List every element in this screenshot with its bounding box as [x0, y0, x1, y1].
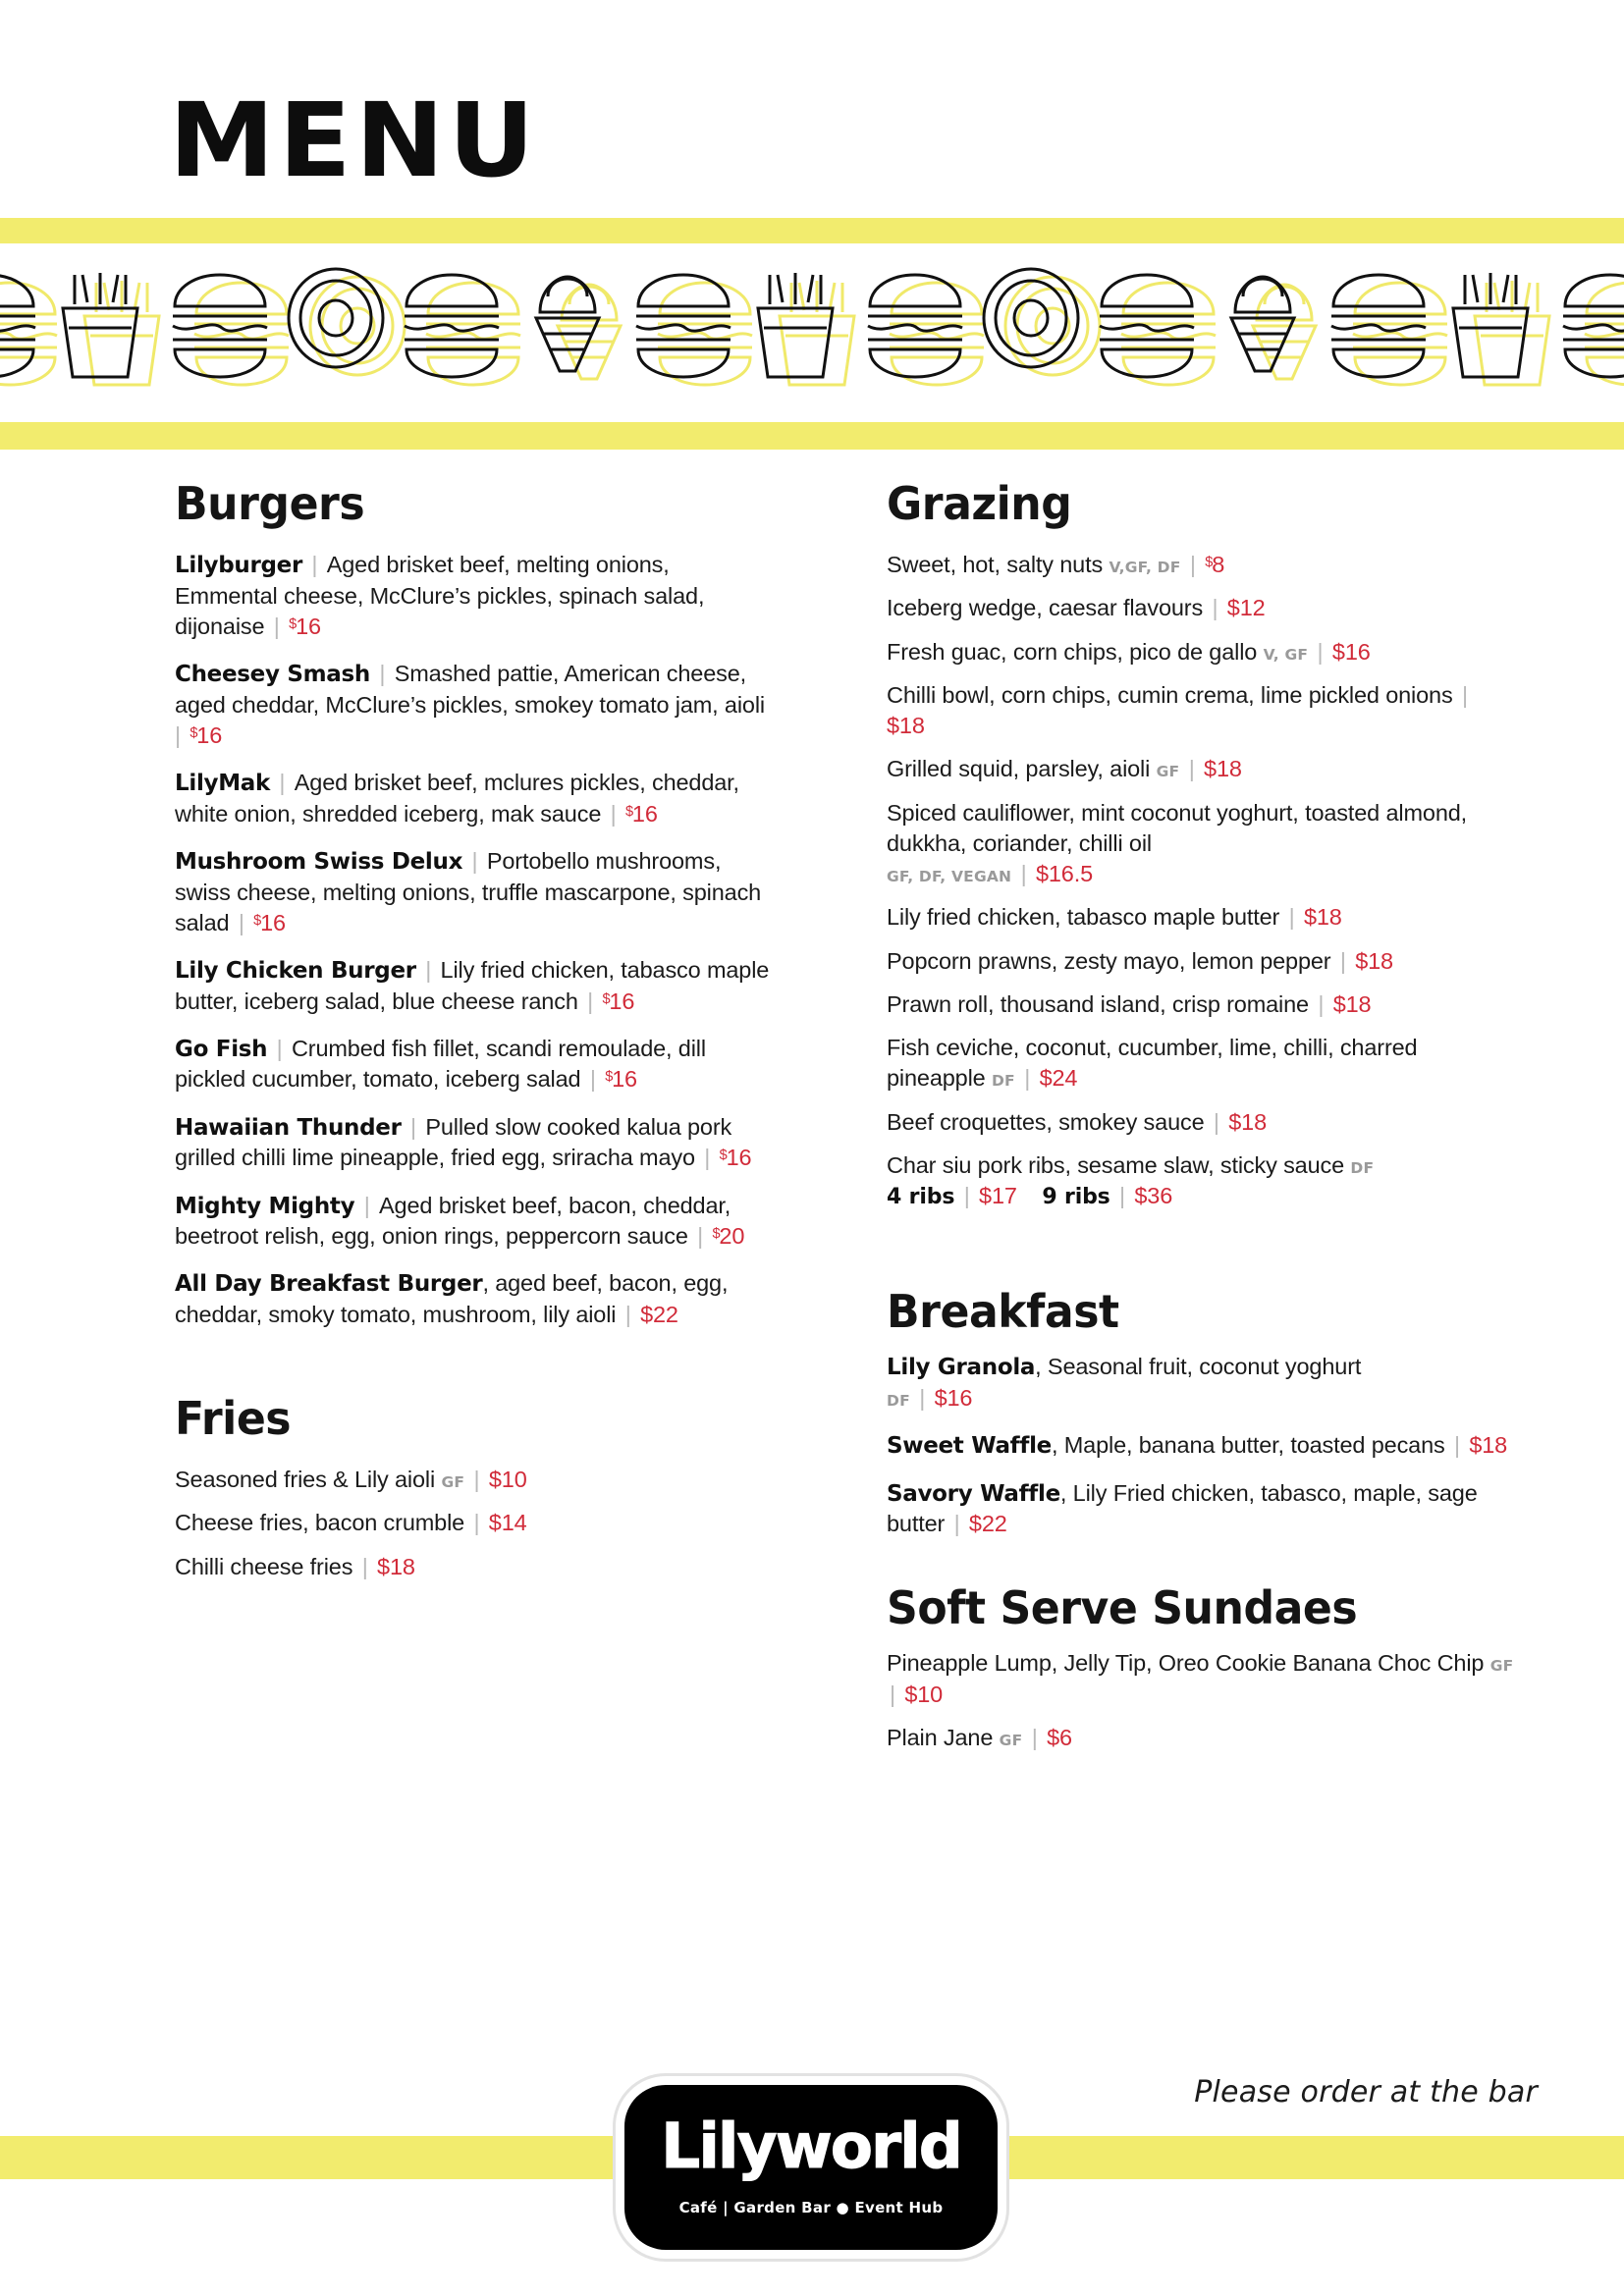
item-price: $18 — [1332, 990, 1372, 1017]
right-column — [887, 477, 1515, 1766]
separator: | — [619, 1301, 638, 1327]
item-desc: Grilled squid, parsley, aioli — [887, 756, 1151, 782]
item-price: $18 — [887, 713, 925, 738]
separator: | — [580, 988, 600, 1014]
item-name: Mighty Mighty — [175, 1193, 355, 1219]
item-desc: Pulled slow cooked kalua pork grilled chilli lime pineapple, fried egg, sriracha mayo — [175, 1113, 732, 1171]
separator: | — [1017, 1065, 1037, 1092]
item-price: $22 — [968, 1511, 1007, 1537]
item-price: $18 — [1355, 947, 1393, 974]
portion-label: 4 ribs — [887, 1185, 955, 1209]
dietary-tag: GF, DF, VEGAN — [887, 868, 1012, 885]
item-desc: Prawn roll, thousand island, crisp romaine — [887, 990, 1309, 1017]
menu-item — [887, 1478, 1515, 1540]
item-name: Lily Chicken Burger — [175, 958, 416, 985]
separator: | — [372, 661, 392, 687]
item-price: $8 — [1205, 552, 1225, 577]
separator: | — [467, 1467, 486, 1493]
section-heading-grazing: Grazing — [887, 477, 1072, 530]
item-desc: Sweet, hot, salty nuts — [887, 552, 1104, 577]
menu-item — [887, 1430, 1515, 1462]
item-desc: Char siu pork ribs, sesame slaw, sticky sauce — [887, 1151, 1345, 1178]
separator: | — [1311, 990, 1330, 1017]
section-heading-fries: Fries — [175, 1392, 292, 1446]
item-price: $18 — [377, 1553, 415, 1579]
separator: | — [890, 1681, 902, 1707]
separator: | — [1025, 1724, 1045, 1750]
separator: | — [912, 1384, 932, 1411]
item-desc: Aged brisket beef, melting onions, Emmental cheese, McClure’s pickles, spinach salad, dijonaise — [175, 552, 705, 639]
item-desc: Maple, banana butter, toasted pecans — [1063, 1432, 1445, 1459]
food-icon-strip — [0, 243, 1624, 422]
item-price: $16.5 — [1035, 861, 1094, 886]
separator: | — [267, 613, 287, 639]
separator: | — [604, 800, 623, 827]
item-desc: Pineapple Lump, Jelly Tip, Oreo Cookie Banana Choc Chip — [887, 1650, 1485, 1677]
item-desc: Fresh guac, corn chips, pico de gallo — [887, 638, 1258, 665]
item-price: $10 — [488, 1467, 527, 1493]
separator: | — [1183, 552, 1203, 577]
item-desc: Smashed pattie, American cheese, aged cheddar, McClure’s pickles, smokey tomato jam, aioli — [175, 661, 765, 718]
item-price: $16 — [605, 1066, 637, 1093]
item-name: Savory Waffle — [887, 1480, 1060, 1507]
separator: | — [270, 1035, 289, 1061]
separator: | — [404, 1113, 423, 1140]
item-desc: Lily fried chicken, tabasco maple butter, iceberg salad, blue cheese ranch — [175, 957, 770, 1014]
item-price: $22 — [640, 1301, 678, 1327]
dietary-tag: DF — [1350, 1158, 1375, 1177]
logo-tagline: Café | Garden Bar ● Event Hub — [678, 2199, 944, 2216]
item-desc: Portobello mushrooms, swiss cheese, melting onions, truffle mascarpone, spinach salad — [175, 847, 762, 935]
yellow-divider-bottom — [0, 422, 1624, 450]
logo-wordmark: Lilyworld — [661, 2110, 961, 2182]
menu-item — [175, 1508, 774, 1538]
separator: | — [1014, 861, 1033, 886]
item-price: $16 — [624, 800, 658, 827]
item-price: $14 — [488, 1510, 527, 1536]
dietary-tag: GF — [441, 1473, 465, 1492]
spacer — [887, 1224, 1515, 1285]
separator: | — [690, 1223, 710, 1250]
menu-item — [175, 1552, 774, 1582]
item-price: $16 — [1331, 638, 1371, 665]
item-desc: Chilli bowl, corn chips, cumin crema, lime pickled onions — [887, 681, 1453, 708]
separator: , — [482, 1270, 496, 1297]
separator: | — [1182, 756, 1202, 782]
item-name: Hawaiian Thunder — [175, 1114, 402, 1141]
menu-item — [175, 768, 774, 829]
item-price: $20 — [712, 1223, 745, 1250]
portion-label: 9 ribs — [1042, 1185, 1110, 1209]
separator: | — [697, 1145, 717, 1171]
item-desc: Popcorn prawns, zesty mayo, lemon pepper — [887, 947, 1331, 974]
separator: , — [1035, 1354, 1048, 1380]
page-header — [0, 0, 1624, 224]
item-price: $6 — [1047, 1724, 1072, 1750]
separator: | — [1333, 947, 1353, 974]
item-price: $16 — [719, 1145, 752, 1171]
item-desc: Spiced cauliflower, mint coconut yoghurt, toasted almond, dukkha, coriander, chilli oil — [887, 799, 1468, 856]
menu-item — [175, 1268, 774, 1330]
item-name: Sweet Waffle — [887, 1433, 1052, 1460]
item-name: Mushroom Swiss Delux — [175, 848, 463, 875]
item-name: LilyMak — [175, 771, 271, 797]
dietary-tag: V,GF, DF — [1109, 559, 1181, 576]
item-desc: Aged brisket beef, bacon, cheddar, beetroot relish, egg, onion rings, peppercorn sauce — [175, 1192, 731, 1250]
section-heading-burgers: Burgers — [175, 477, 365, 530]
item-desc: Beef croquettes, smokey sauce — [887, 1108, 1205, 1135]
item-price: $18 — [1303, 904, 1342, 931]
item-name: Cheesey Smash — [175, 662, 370, 688]
separator: | — [465, 847, 484, 874]
item-desc: Aged brisket beef, mclures pickles, cheddar, white onion, shredded iceberg, mak sauce — [175, 770, 739, 827]
item-price: $18 — [1228, 1108, 1267, 1135]
menu-item — [887, 902, 1515, 933]
separator: | — [947, 1511, 966, 1537]
yellow-divider-top — [0, 218, 1624, 243]
item-desc: Iceberg wedge, caesar flavours — [887, 595, 1204, 621]
menu-item — [887, 1033, 1515, 1095]
menu-item — [887, 1352, 1515, 1414]
menu-item — [175, 1034, 774, 1095]
separator: | — [957, 1183, 977, 1208]
menu-item — [887, 798, 1515, 890]
separator: | — [1112, 1183, 1132, 1208]
spacer — [887, 1556, 1515, 1581]
separator: | — [583, 1066, 603, 1093]
dietary-tag: GF — [1489, 1657, 1514, 1676]
separator: | — [1282, 904, 1301, 931]
menu-item — [175, 550, 774, 642]
menu-item — [175, 1465, 774, 1495]
item-desc: Lily fried chicken, tabasco maple butter — [887, 904, 1280, 931]
menu-item — [175, 1112, 774, 1174]
dietary-tag: GF — [1156, 763, 1180, 781]
item-price: $16 — [189, 721, 223, 748]
item-price: $12 — [1226, 595, 1266, 621]
item-price: $10 — [904, 1681, 944, 1707]
section-heading-breakfast: Breakfast — [887, 1285, 1119, 1339]
menu-item — [887, 1107, 1515, 1138]
order-instruction: Please order at the bar — [1194, 2075, 1538, 2109]
separator: , — [1051, 1432, 1064, 1459]
separator: | — [467, 1510, 486, 1536]
separator: | — [357, 1192, 377, 1218]
item-price: $16 — [289, 613, 321, 639]
menu-item — [887, 989, 1515, 1020]
section-heading-sundaes: Soft Serve Sundaes — [887, 1581, 1358, 1635]
item-name: Lilyburger — [175, 553, 303, 578]
item-price: $16 — [253, 909, 286, 935]
menu-item — [887, 593, 1515, 623]
separator: | — [232, 909, 251, 935]
menu-item — [887, 946, 1515, 977]
separator: | — [355, 1553, 375, 1579]
separator: | — [1311, 638, 1329, 665]
item-desc: Fish ceviche, coconut, cucumber, lime, chilli, charred pineapple — [887, 1035, 1418, 1092]
spacer — [175, 1347, 774, 1392]
menu-item — [887, 680, 1515, 742]
item-name: Go Fish — [175, 1036, 268, 1062]
item-desc: Seasonal fruit, coconut yoghurt — [1047, 1354, 1362, 1380]
item-desc: Chilli cheese fries — [175, 1553, 353, 1579]
menu-item — [887, 637, 1515, 667]
separator: | — [175, 721, 188, 748]
dietary-tag: DF — [991, 1072, 1015, 1091]
item-price: $24 — [1039, 1065, 1078, 1092]
dietary-tag: V, GF — [1263, 645, 1309, 664]
item-desc: Lily Fried chicken, tabasco, maple, sage butter — [887, 1479, 1478, 1537]
separator: | — [1206, 595, 1224, 621]
dietary-tag: DF — [887, 1391, 910, 1410]
dietary-tag: GF — [999, 1731, 1023, 1749]
menu-item — [887, 1723, 1515, 1753]
separator: , — [1059, 1479, 1073, 1506]
page-title: MENU — [169, 80, 539, 200]
page-footer — [0, 2075, 1624, 2216]
separator: | — [418, 957, 438, 984]
menu-item — [175, 1191, 774, 1253]
item-price: $16 — [602, 988, 635, 1014]
menu-item — [887, 550, 1515, 580]
separator: | — [273, 770, 292, 796]
item-desc: aged beef, bacon, egg, cheddar, smoky tomato, mushroom, lily aioli — [175, 1270, 729, 1327]
separator: | — [1207, 1108, 1226, 1135]
item-name: Lily Granola — [887, 1355, 1036, 1381]
menu-item — [175, 659, 774, 751]
item-desc: Cheese fries, bacon crumble — [175, 1510, 465, 1536]
item-price: $18 — [1204, 756, 1242, 782]
item-price: $16 — [934, 1384, 973, 1411]
menu-item — [175, 846, 774, 938]
separator: | — [305, 552, 324, 577]
menu-item-ribs — [887, 1150, 1515, 1212]
item-price: $36 — [1134, 1183, 1173, 1208]
menu-item — [887, 754, 1515, 784]
separator: | — [1455, 681, 1468, 708]
item-price: $18 — [1469, 1432, 1508, 1459]
menu-item — [175, 955, 774, 1017]
lilyworld-logo — [624, 2085, 998, 2250]
item-desc: Plain Jane — [887, 1724, 994, 1750]
item-desc: Crumbed fish fillet, scandi remoulade, dill pickled cucumber, tomato, iceberg salad — [175, 1035, 706, 1093]
item-name: All Day Breakfast Burger — [175, 1271, 483, 1298]
item-desc: Seasoned fries & Lily aioli — [175, 1467, 436, 1493]
menu-item — [887, 1648, 1515, 1710]
item-price: $17 — [979, 1183, 1017, 1208]
left-column — [175, 477, 774, 1595]
separator: | — [1447, 1432, 1467, 1459]
